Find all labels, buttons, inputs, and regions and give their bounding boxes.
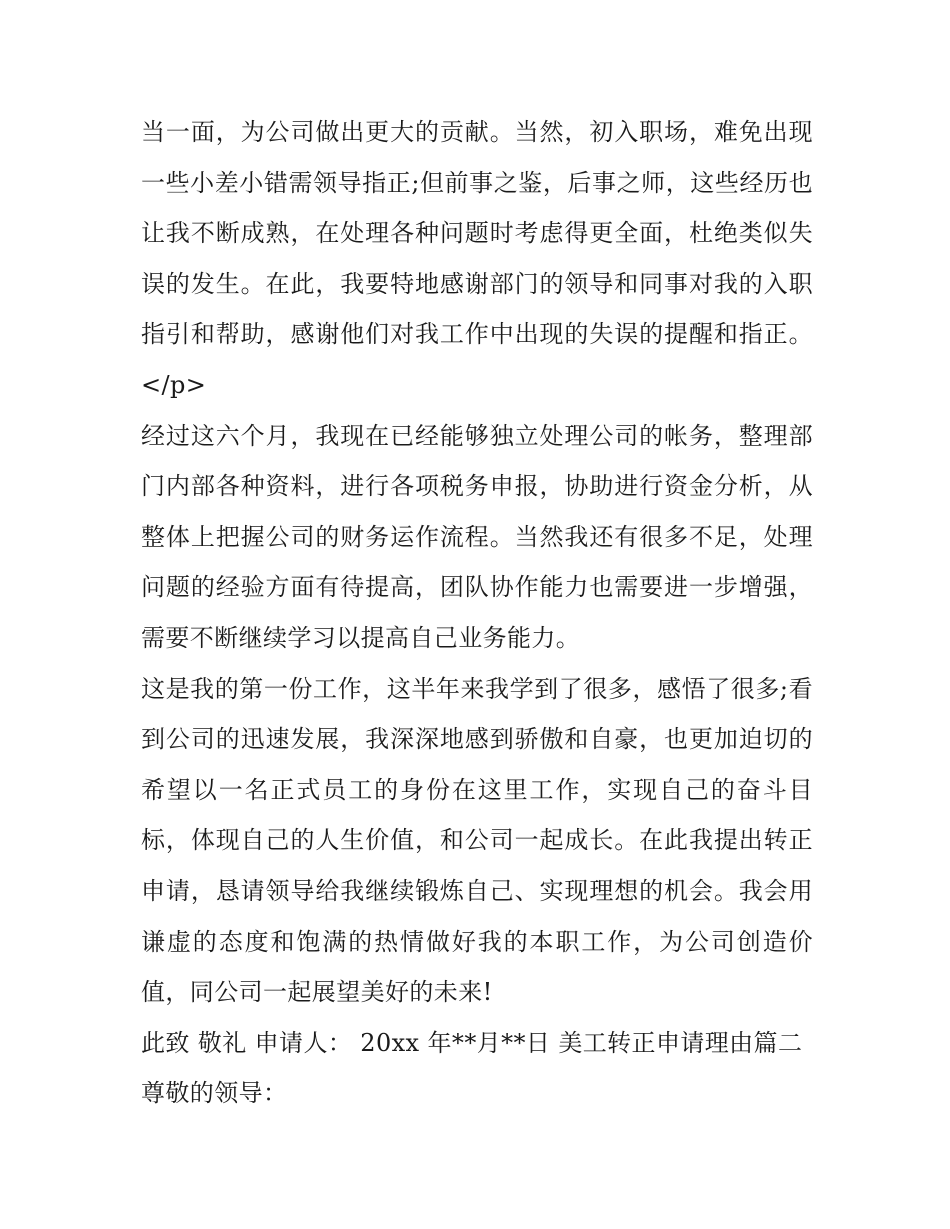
paragraph-progress: 经过这六个月，我现在已经能够独立处理公司的帐务，整理部门内部各种资料，进行各项税务申报，协助进行资金分析，从整体上把握公司的财务运作流程。当然我还有很多不足，处理问题的经验方面有待提高，团队协作能力也需要进一步增强，需要不断继续学习以提高自己业务能力。 <box>141 421 813 652</box>
paragraph-thanks: 当一面，为公司做出更大的贡献。当然，初入职场，难免出现一些小差小错需领导指正;但前事之鉴，后事之师，这些经历也让我不断成熟，在处理各种问题时考虑得更全面，杜绝类似失误的发生。在此，我要特地感谢部门的领导和同事对我的入职指引和帮助，感谢他们对我工作中出现的失误的提醒和指正。</p> <box>141 118 813 399</box>
paragraph-salutation: 尊敬的领导： <box>141 1079 288 1108</box>
paragraph-application: 这是我的第一份工作，这半年来我学到了很多，感悟了很多;看到公司的迅速发展，我深深地感到骄傲和自豪，也更加迫切的希望以一名正式员工的身份在这里工作，实现自己的奋斗目标，体现自己的人生价值，和公司一起成长。在此我提出转正申请，恳请领导给我继续锻炼自己、实现理想的机会。我会用谦虚的态度和饱满的热情做好我的本职工作，为公司创造价值，同公司一起展望美好的未来! <box>141 674 813 1007</box>
paragraph-closing: 此致 敬礼 申请人： 20xx 年**月**日 美工转正申请理由篇二 <box>141 1028 803 1057</box>
document-body <box>141 107 813 1119</box>
